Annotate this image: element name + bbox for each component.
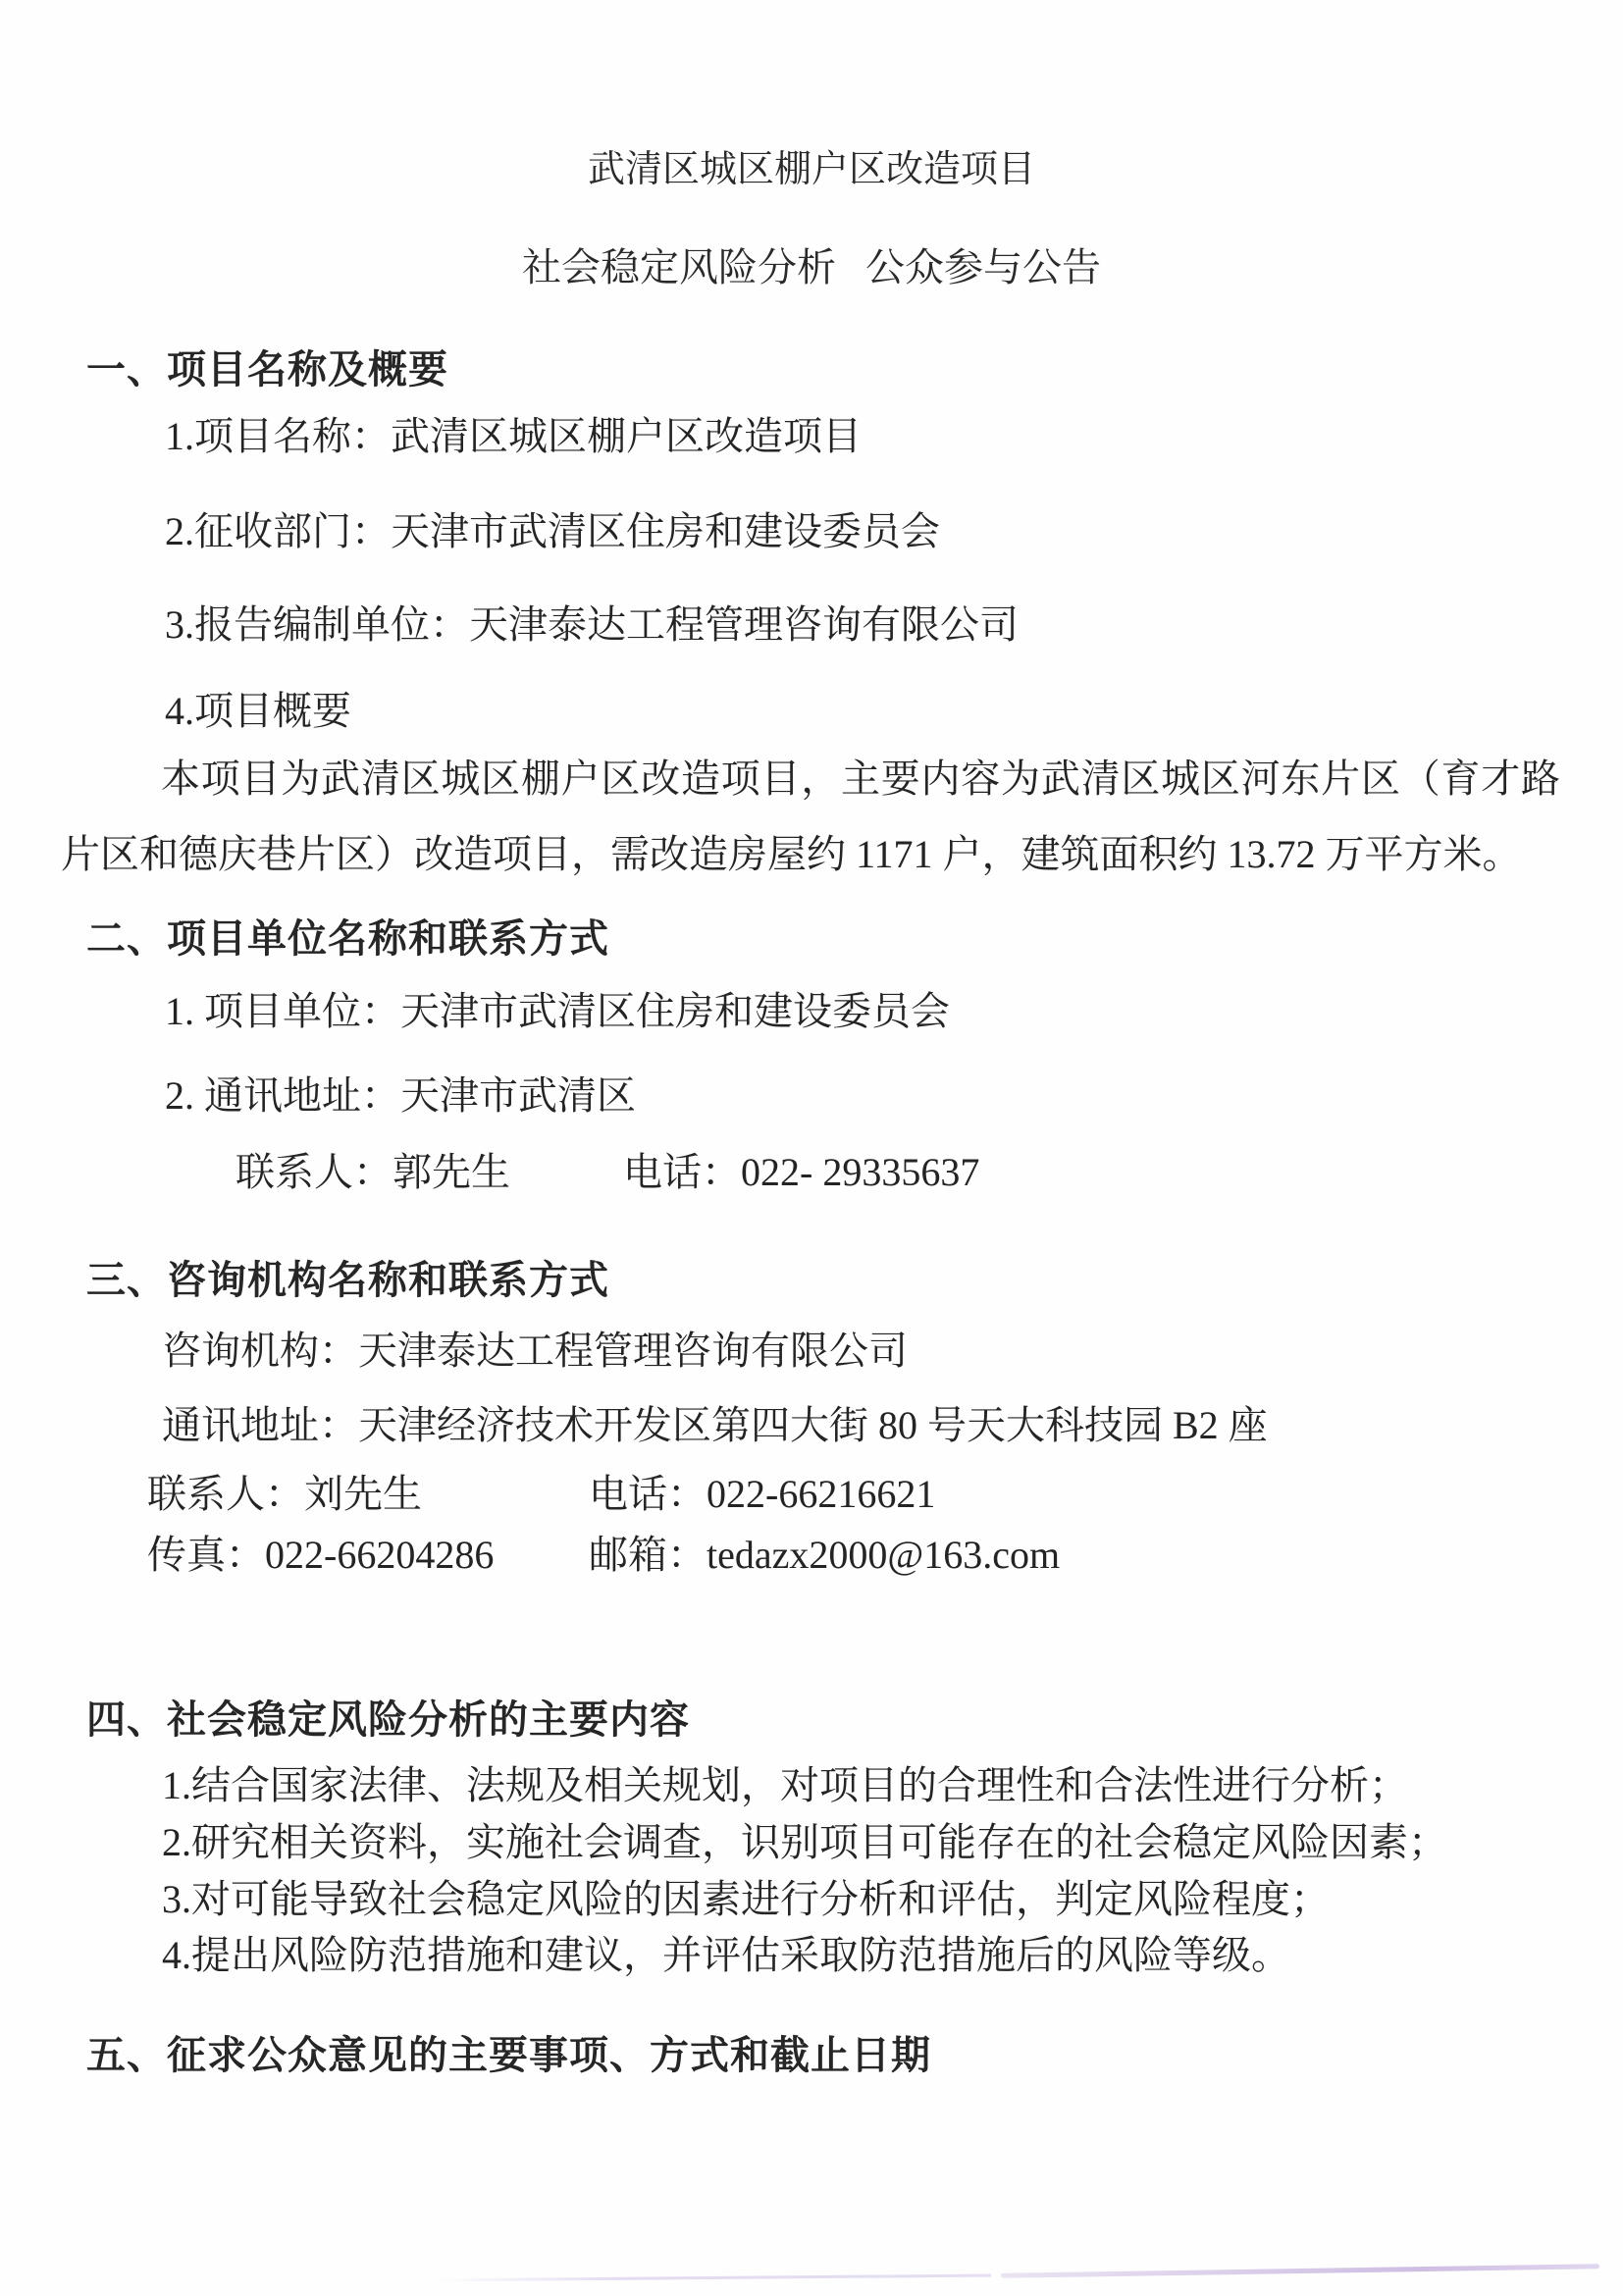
section-4-item-2: 2.研究相关资料，实施社会调查，识别项目可能存在的社会稳定风险因素； xyxy=(162,1820,1447,1864)
section-2-heading: 二、项目单位名称和联系方式 xyxy=(86,917,609,961)
scan-artifact-line-right xyxy=(1001,2264,1599,2278)
document-title: 武清区城区棚户区改造项目 xyxy=(587,149,1035,190)
section-4-item-3: 3.对可能导致社会稳定风险的因素进行分析和评估，判定风险程度； xyxy=(162,1877,1330,1921)
section-3-heading: 三、咨询机构名称和联系方式 xyxy=(86,1259,609,1302)
section-4-heading: 四、社会稳定风险分析的主要内容 xyxy=(86,1698,690,1742)
section-1-item-levy-department: 2.征收部门：天津市武清区住房和建设委员会 xyxy=(165,509,940,553)
section-1-item-report-compiler: 3.报告编制单位：天津泰达工程管理咨询有限公司 xyxy=(165,602,1019,647)
section-3-contact-phone: 电话：022-66216621 xyxy=(589,1472,936,1516)
section-2-contact-row xyxy=(236,1148,980,1197)
scan-artifact-line-left xyxy=(432,2274,991,2282)
section-3-fax-row xyxy=(147,1531,1061,1580)
section-1-heading: 一、项目名称及概要 xyxy=(86,348,448,391)
section-4-item-4: 4.提出风险防范措施和建议，并评估采取防范措施后的风险等级。 xyxy=(162,1933,1290,1977)
section-1-project-summary-paragraph: 本项目为武清区城区棚户区改造项目，主要内容为武清区城区河东片区（育才路片区和德庆巷片区）改造项目，需改造房屋约 1171 户，建筑面积约 13.72 万平方米。 xyxy=(61,757,1560,876)
document-subtitle: 社会稳定风险分析 公众参与公告 xyxy=(522,245,1101,289)
section-3-mailing-address: 通讯地址：天津经济技术开发区第四大街 80 号天大科技园 B2 座 xyxy=(162,1403,1268,1447)
section-1-item-project-summary-label: 4.项目概要 xyxy=(165,689,351,733)
section-3-email: 邮箱：tedazx2000@163.com xyxy=(589,1533,1061,1577)
section-3-consulting-agency: 咨询机构：天津泰达工程管理咨询有限公司 xyxy=(162,1329,908,1373)
section-1-item-project-name: 1.项目名称：武清区城区棚户区改造项目 xyxy=(165,414,862,458)
section-3-fax: 传真：022-66204286 xyxy=(147,1533,495,1577)
section-2-item-mailing-address: 2. 通讯地址：天津市武清区 xyxy=(165,1073,636,1118)
section-2-contact-phone: 电话：022- 29335637 xyxy=(623,1150,980,1194)
section-2-item-project-unit: 1. 项目单位：天津市武清区住房和建设委员会 xyxy=(165,989,950,1033)
section-3-contact-person: 联系人：刘先生 xyxy=(147,1472,422,1516)
section-2-contact-person: 联系人：郭先生 xyxy=(236,1150,510,1194)
section-4-item-1: 1.结合国家法律、法规及相关规划，对项目的合理性和合法性进行分析； xyxy=(162,1763,1408,1807)
section-3-contact-row xyxy=(147,1470,936,1519)
section-5-heading: 五、征求公众意见的主要事项、方式和截止日期 xyxy=(86,2034,931,2077)
